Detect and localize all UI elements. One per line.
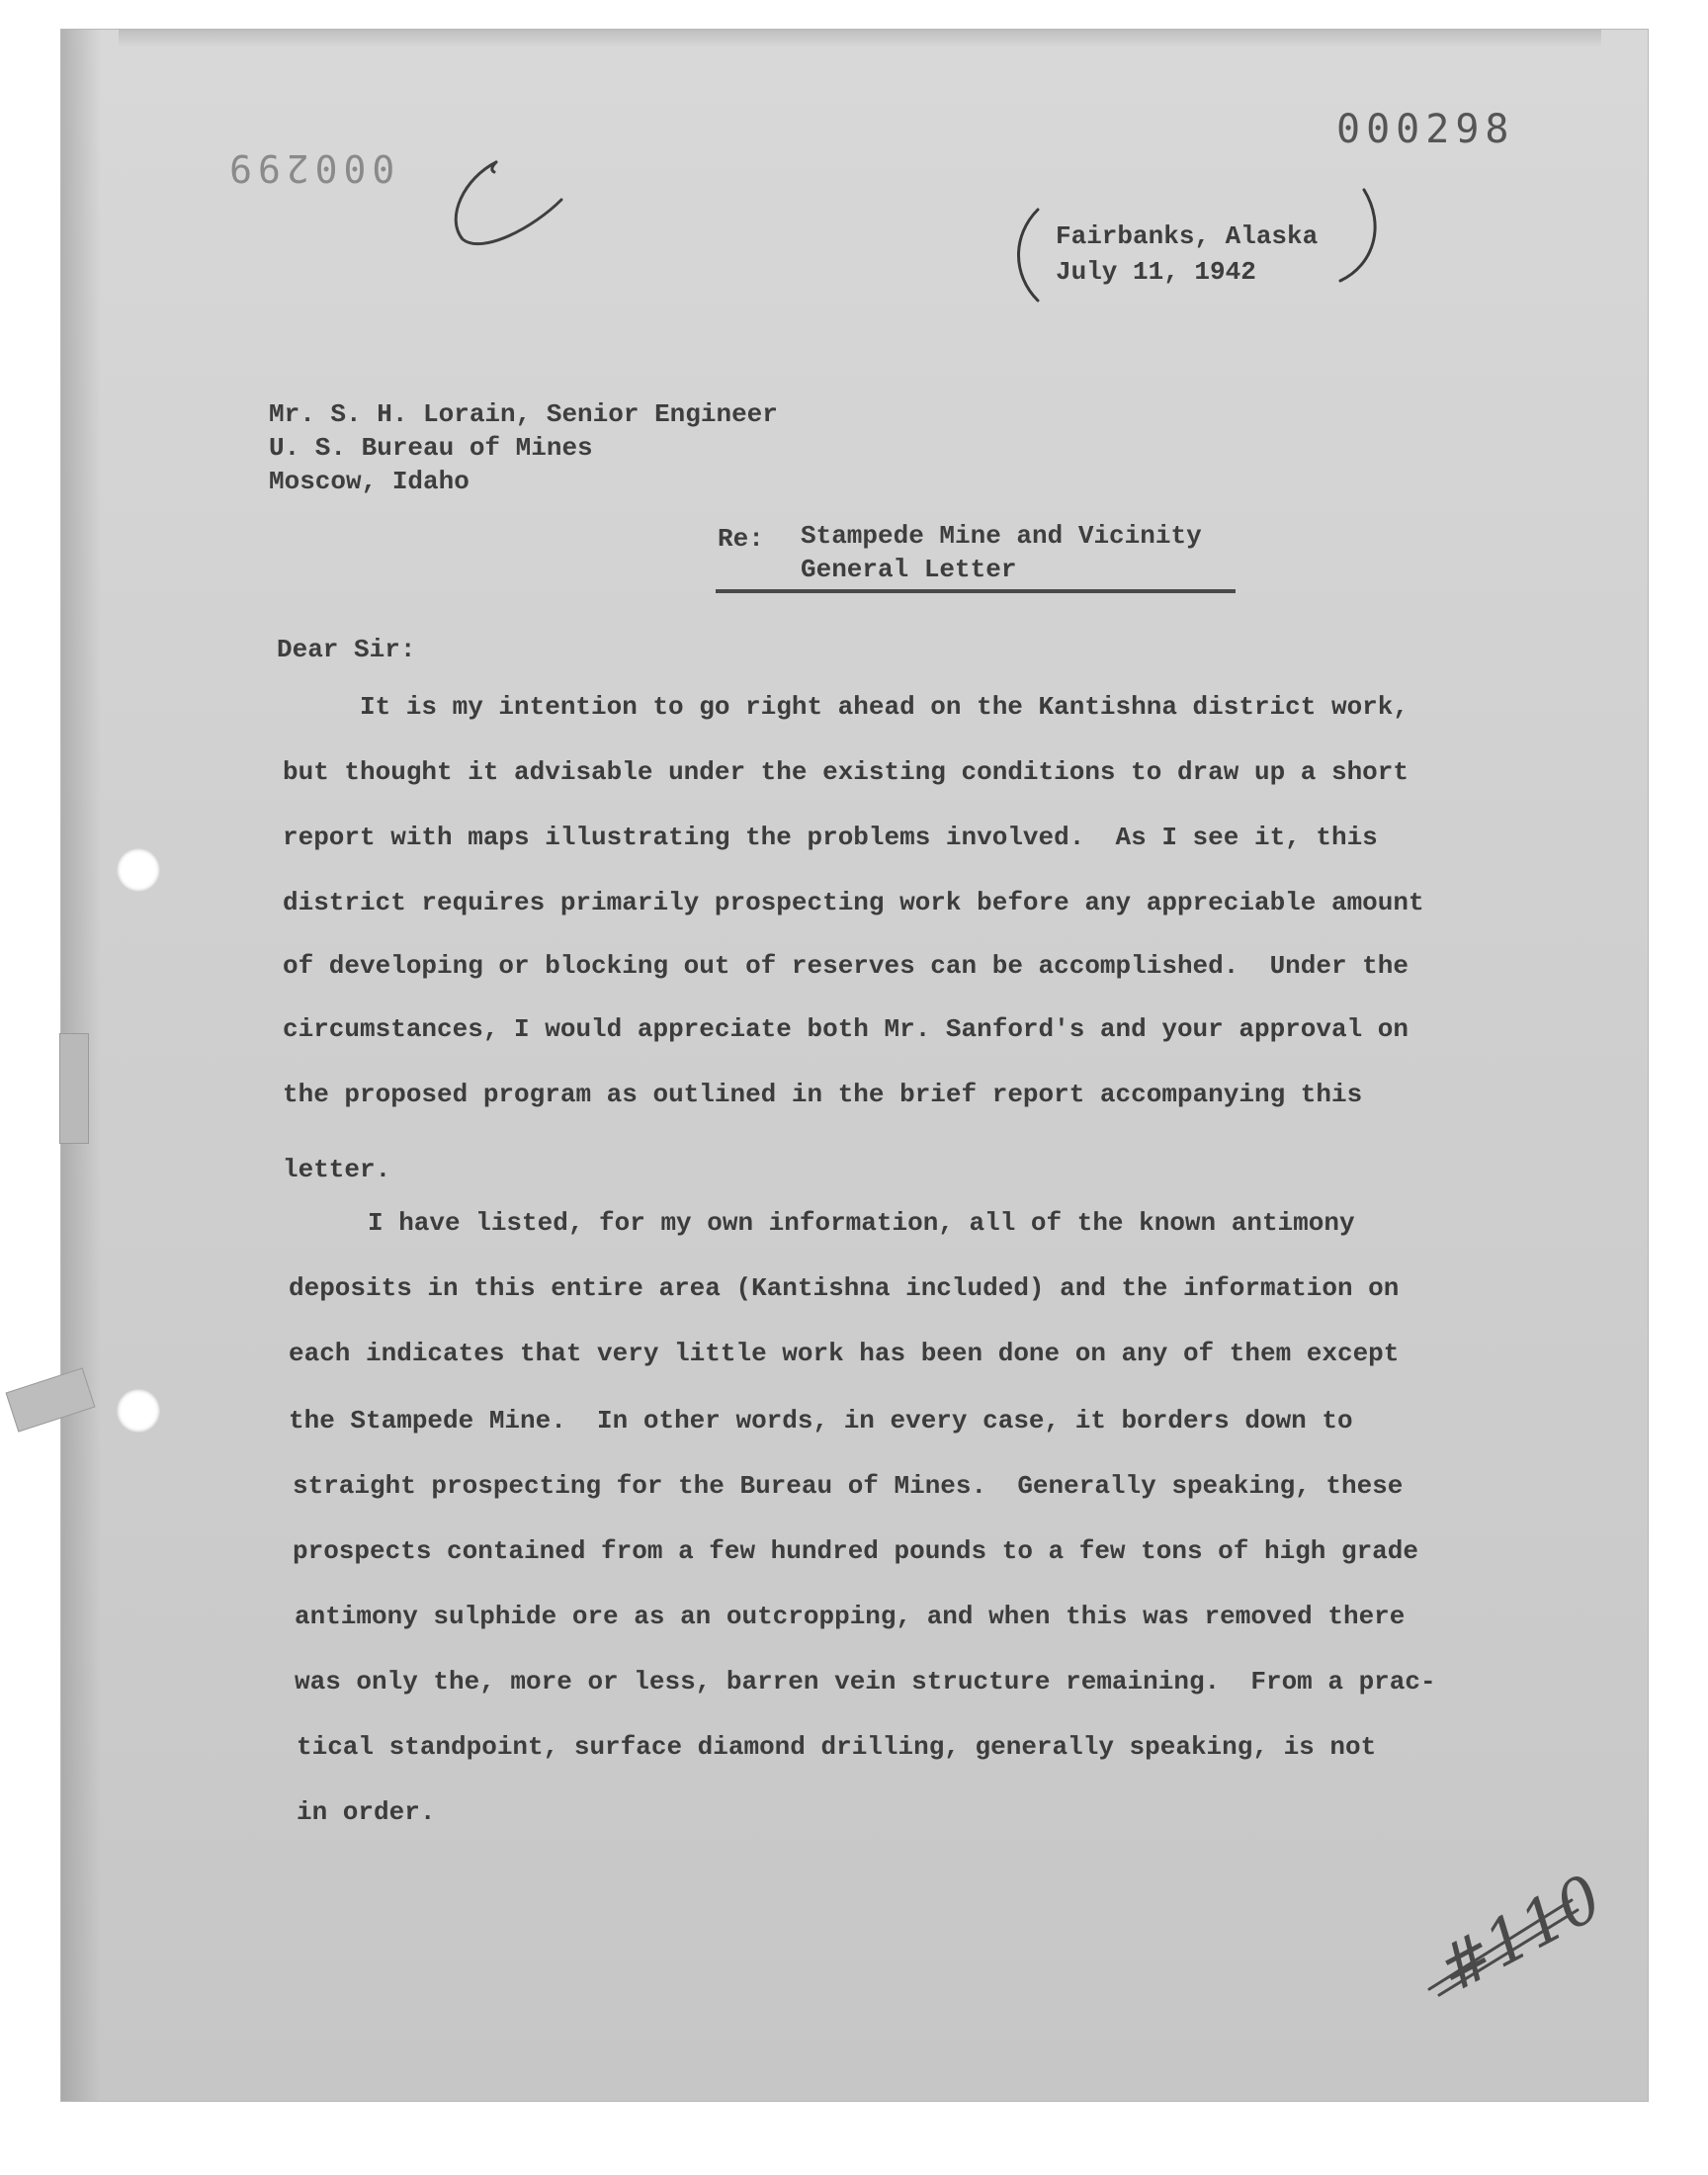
body-line: letter. xyxy=(283,1155,391,1184)
body-line: in order. xyxy=(297,1797,436,1827)
body-line: but thought it advisable under the existing conditions to draw up a short xyxy=(283,757,1409,787)
body-line: deposits in this entire area (Kantishna included) and the information on xyxy=(289,1273,1400,1303)
re-label: Re: xyxy=(718,524,764,554)
body-line: the proposed program as outlined in the brief report accompanying this xyxy=(283,1080,1363,1109)
body-line: antimony sulphide ore as an outcropping, and when this was removed there xyxy=(295,1602,1406,1631)
body-line: straight prospecting for the Bureau of Mines. Generally speaking, these xyxy=(293,1471,1404,1501)
re-line-2: General Letter xyxy=(801,555,1017,584)
letter-place: Fairbanks, Alaska xyxy=(1056,221,1319,251)
address-line-1: Mr. S. H. Lorain, Senior Engineer xyxy=(269,399,778,429)
binder-tab-top xyxy=(59,1033,89,1144)
address-line-2: U. S. Bureau of Mines xyxy=(269,433,593,463)
salutation: Dear Sir: xyxy=(277,635,416,664)
re-line-1: Stampede Mine and Vicinity xyxy=(801,521,1202,551)
body-line: prospects contained from a few hundred pounds to a few tons of high grade xyxy=(293,1536,1418,1566)
body-line: of developing or blocking out of reserves can be accomplished. Under the xyxy=(283,951,1409,981)
body-line: I have listed, for my own information, all of the known antimony xyxy=(368,1208,1355,1238)
letter-date: July 11, 1942 xyxy=(1056,257,1256,287)
paper-top-fold xyxy=(119,30,1601,47)
punch-hole-upper xyxy=(117,848,160,892)
page-number-stamp: 000298 xyxy=(1336,107,1515,152)
body-line: report with maps illustrating the problems involved. As I see it, this xyxy=(283,823,1378,852)
handwritten-underline xyxy=(1423,1878,1581,1997)
handwritten-c-mark xyxy=(435,148,573,257)
body-line: the Stampede Mine. In other words, in every case, it borders down to xyxy=(289,1406,1353,1436)
handwritten-reference: #110 xyxy=(1425,1862,1614,2008)
paper-sheet xyxy=(61,30,1648,2101)
inverted-number-stamp: 000299 xyxy=(223,146,395,190)
body-line: circumstances, I would appreciate both Mr. Sanford's and your approval on xyxy=(283,1014,1409,1044)
body-line: It is my intention to go right ahead on the Kantishna district work, xyxy=(360,692,1409,722)
body-line: was only the, more or less, barren vein structure remaining. From a prac- xyxy=(295,1667,1436,1696)
body-line: district requires primarily prospecting work before any appreciable amount xyxy=(283,888,1424,917)
body-line: each indicates that very little work has been done on any of them except xyxy=(289,1339,1400,1368)
body-line: tical standpoint, surface diamond drilling, generally speaking, is not xyxy=(297,1732,1377,1762)
punch-hole-lower xyxy=(117,1389,160,1433)
date-bracket-left xyxy=(1004,206,1044,304)
address-line-3: Moscow, Idaho xyxy=(269,467,470,496)
subject-underline xyxy=(716,589,1236,593)
date-bracket-right xyxy=(1334,186,1384,285)
